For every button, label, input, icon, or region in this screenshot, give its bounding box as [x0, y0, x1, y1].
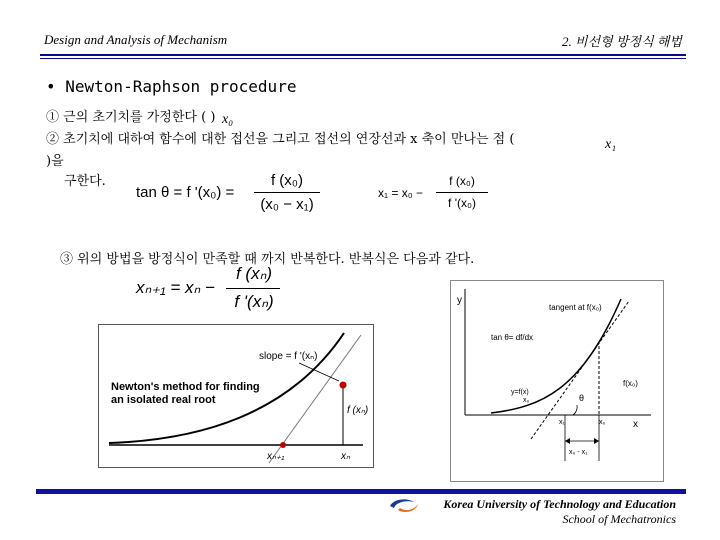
- eq2-denominator: f '(x₀): [448, 196, 476, 210]
- figure-left-title-1: Newton's method for finding: [111, 381, 260, 393]
- step-2: ② 초기치에 대하여 함수에 대한 접선을 그리고 접선의 연장선과 x 축이 만나는 점 (: [46, 132, 515, 147]
- step-2-symbol: x₁: [605, 137, 617, 152]
- x0-curve-label: x₀: [523, 397, 530, 404]
- fx0-label: f(x₀): [623, 379, 638, 388]
- tan-eq-label: tan θ= df/dx: [491, 333, 534, 342]
- eq1-denominator: (x₀ − x₁): [260, 196, 314, 213]
- fxn-label: f (xₙ): [347, 405, 369, 416]
- eq1-fraction-bar: [254, 192, 320, 193]
- y-label: y: [457, 295, 462, 306]
- header-rule-thin: [40, 58, 686, 59]
- eq3-fraction-bar: [226, 288, 280, 289]
- eq1-lhs: tan θ = f '(x₀) =: [136, 184, 235, 201]
- yfx-label: y=f(x): [511, 389, 529, 396]
- footer-department: School of Mechatronics: [562, 512, 676, 526]
- eq3-numerator: f (xₙ): [235, 264, 273, 283]
- step-1: ① 근의 초기치를 가정한다 ( ): [46, 110, 216, 125]
- figure-tangent-geometry: [450, 280, 664, 482]
- x1-label: x₁: [559, 419, 565, 426]
- header-chapter-title: 2. 비선형 방정식 해법: [562, 34, 682, 49]
- eq2-lhs: x₁ = x₀ −: [378, 186, 424, 200]
- tangent-label: tangent at f(x₀): [549, 303, 602, 312]
- eq1-numerator: f (x₀): [270, 172, 304, 189]
- x-label: x: [633, 419, 638, 430]
- xn-label: xₙ: [341, 451, 350, 462]
- footer-university: Korea University of Technology and Education: [443, 497, 676, 511]
- step-1-symbol: x₀: [222, 112, 234, 127]
- eq2-numerator: f (x₀): [449, 174, 475, 188]
- step-3: ③ 위의 방법을 방정식이 만족할 때 까지 반복한다. 반복식은 다음과 같다.: [60, 252, 475, 267]
- difference-label: x₀ - x₁: [569, 449, 588, 456]
- theta-label: θ: [579, 393, 585, 403]
- eq3-denominator: f '(xₙ): [234, 292, 274, 311]
- header-rule: [40, 54, 686, 56]
- eq3-lhs: xₙ₊₁ = xₙ −: [136, 278, 215, 297]
- tangent-line: [531, 301, 629, 439]
- footer-rule: [36, 489, 686, 494]
- step-2-end: 구한다.: [64, 174, 106, 189]
- figure-left-title: [111, 381, 260, 407]
- step-2-cont: )을: [46, 154, 64, 169]
- figure-left-title-2: an isolated real root: [111, 394, 216, 406]
- figure-newton-isolated-root: [98, 324, 374, 468]
- xn1-label: xₙ₊₁: [267, 451, 285, 462]
- bullet-heading: • Newton-Raphson procedure: [46, 77, 297, 96]
- point-on-axis: [280, 442, 286, 448]
- university-logo-icon: [388, 496, 420, 516]
- header-course-title: Design and Analysis of Mechanism: [44, 32, 228, 47]
- theta-arc: [573, 405, 577, 415]
- slope-label: slope = f '(xₙ): [259, 351, 318, 362]
- x0-label: x₀: [599, 419, 606, 426]
- point-on-curve: [340, 382, 347, 389]
- eq2-fraction-bar: [436, 192, 488, 193]
